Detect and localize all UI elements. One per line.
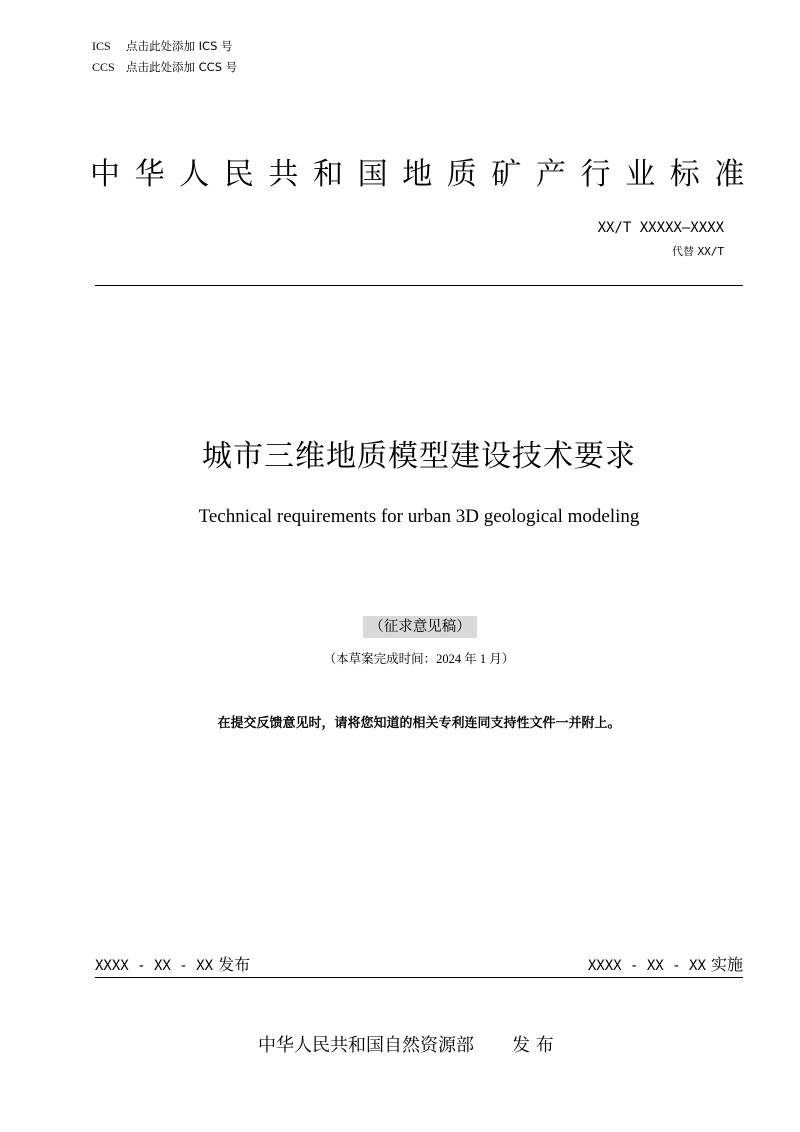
draft-status-badge: （征求意见稿）: [363, 616, 477, 638]
implement-date-line: [588, 954, 743, 977]
patent-feedback-note: 在提交反馈意见时，请将您知道的相关专利连同支持性文件一并附上。: [217, 716, 621, 731]
release-date-value: XXXX - XX - XX: [95, 958, 214, 974]
ccs-code: CCS: [92, 60, 115, 74]
release-label: 发布: [218, 955, 251, 974]
implement-label: 实施: [710, 955, 743, 974]
issuer-line: [258, 1033, 554, 1059]
draft-completion-date: （本草案完成时间：2024 年 1 月）: [323, 652, 515, 666]
ics-line: [92, 39, 233, 53]
standard-category-title: 中华人民共和国地质矿产行业标准: [90, 157, 759, 192]
ics-code: ICS: [92, 39, 111, 53]
document-title-en: Technical requirements for urban 3D geological modeling: [198, 506, 640, 527]
release-date-line: [95, 954, 250, 977]
standard-number: XX/T XXXXX—XXXX: [597, 220, 724, 236]
ccs-placeholder[interactable]: 点击此处添加 CCS 号: [126, 60, 238, 74]
document-title-cn: 城市三维地质模型建设技术要求: [202, 439, 636, 474]
issuer-name: 中华人民共和国自然资源部: [258, 1035, 474, 1056]
ccs-line: [92, 60, 237, 74]
ics-placeholder[interactable]: 点击此处添加 ICS 号: [126, 39, 233, 53]
replaces-value: XX/T: [697, 245, 724, 258]
issue-label: 发 布: [512, 1035, 554, 1056]
footer-divider: [95, 977, 743, 978]
implement-date-value: XXXX - XX - XX: [587, 958, 706, 974]
header-divider: [95, 285, 743, 286]
replaces-label: 代替: [672, 245, 694, 258]
replaces-line: [672, 244, 724, 260]
